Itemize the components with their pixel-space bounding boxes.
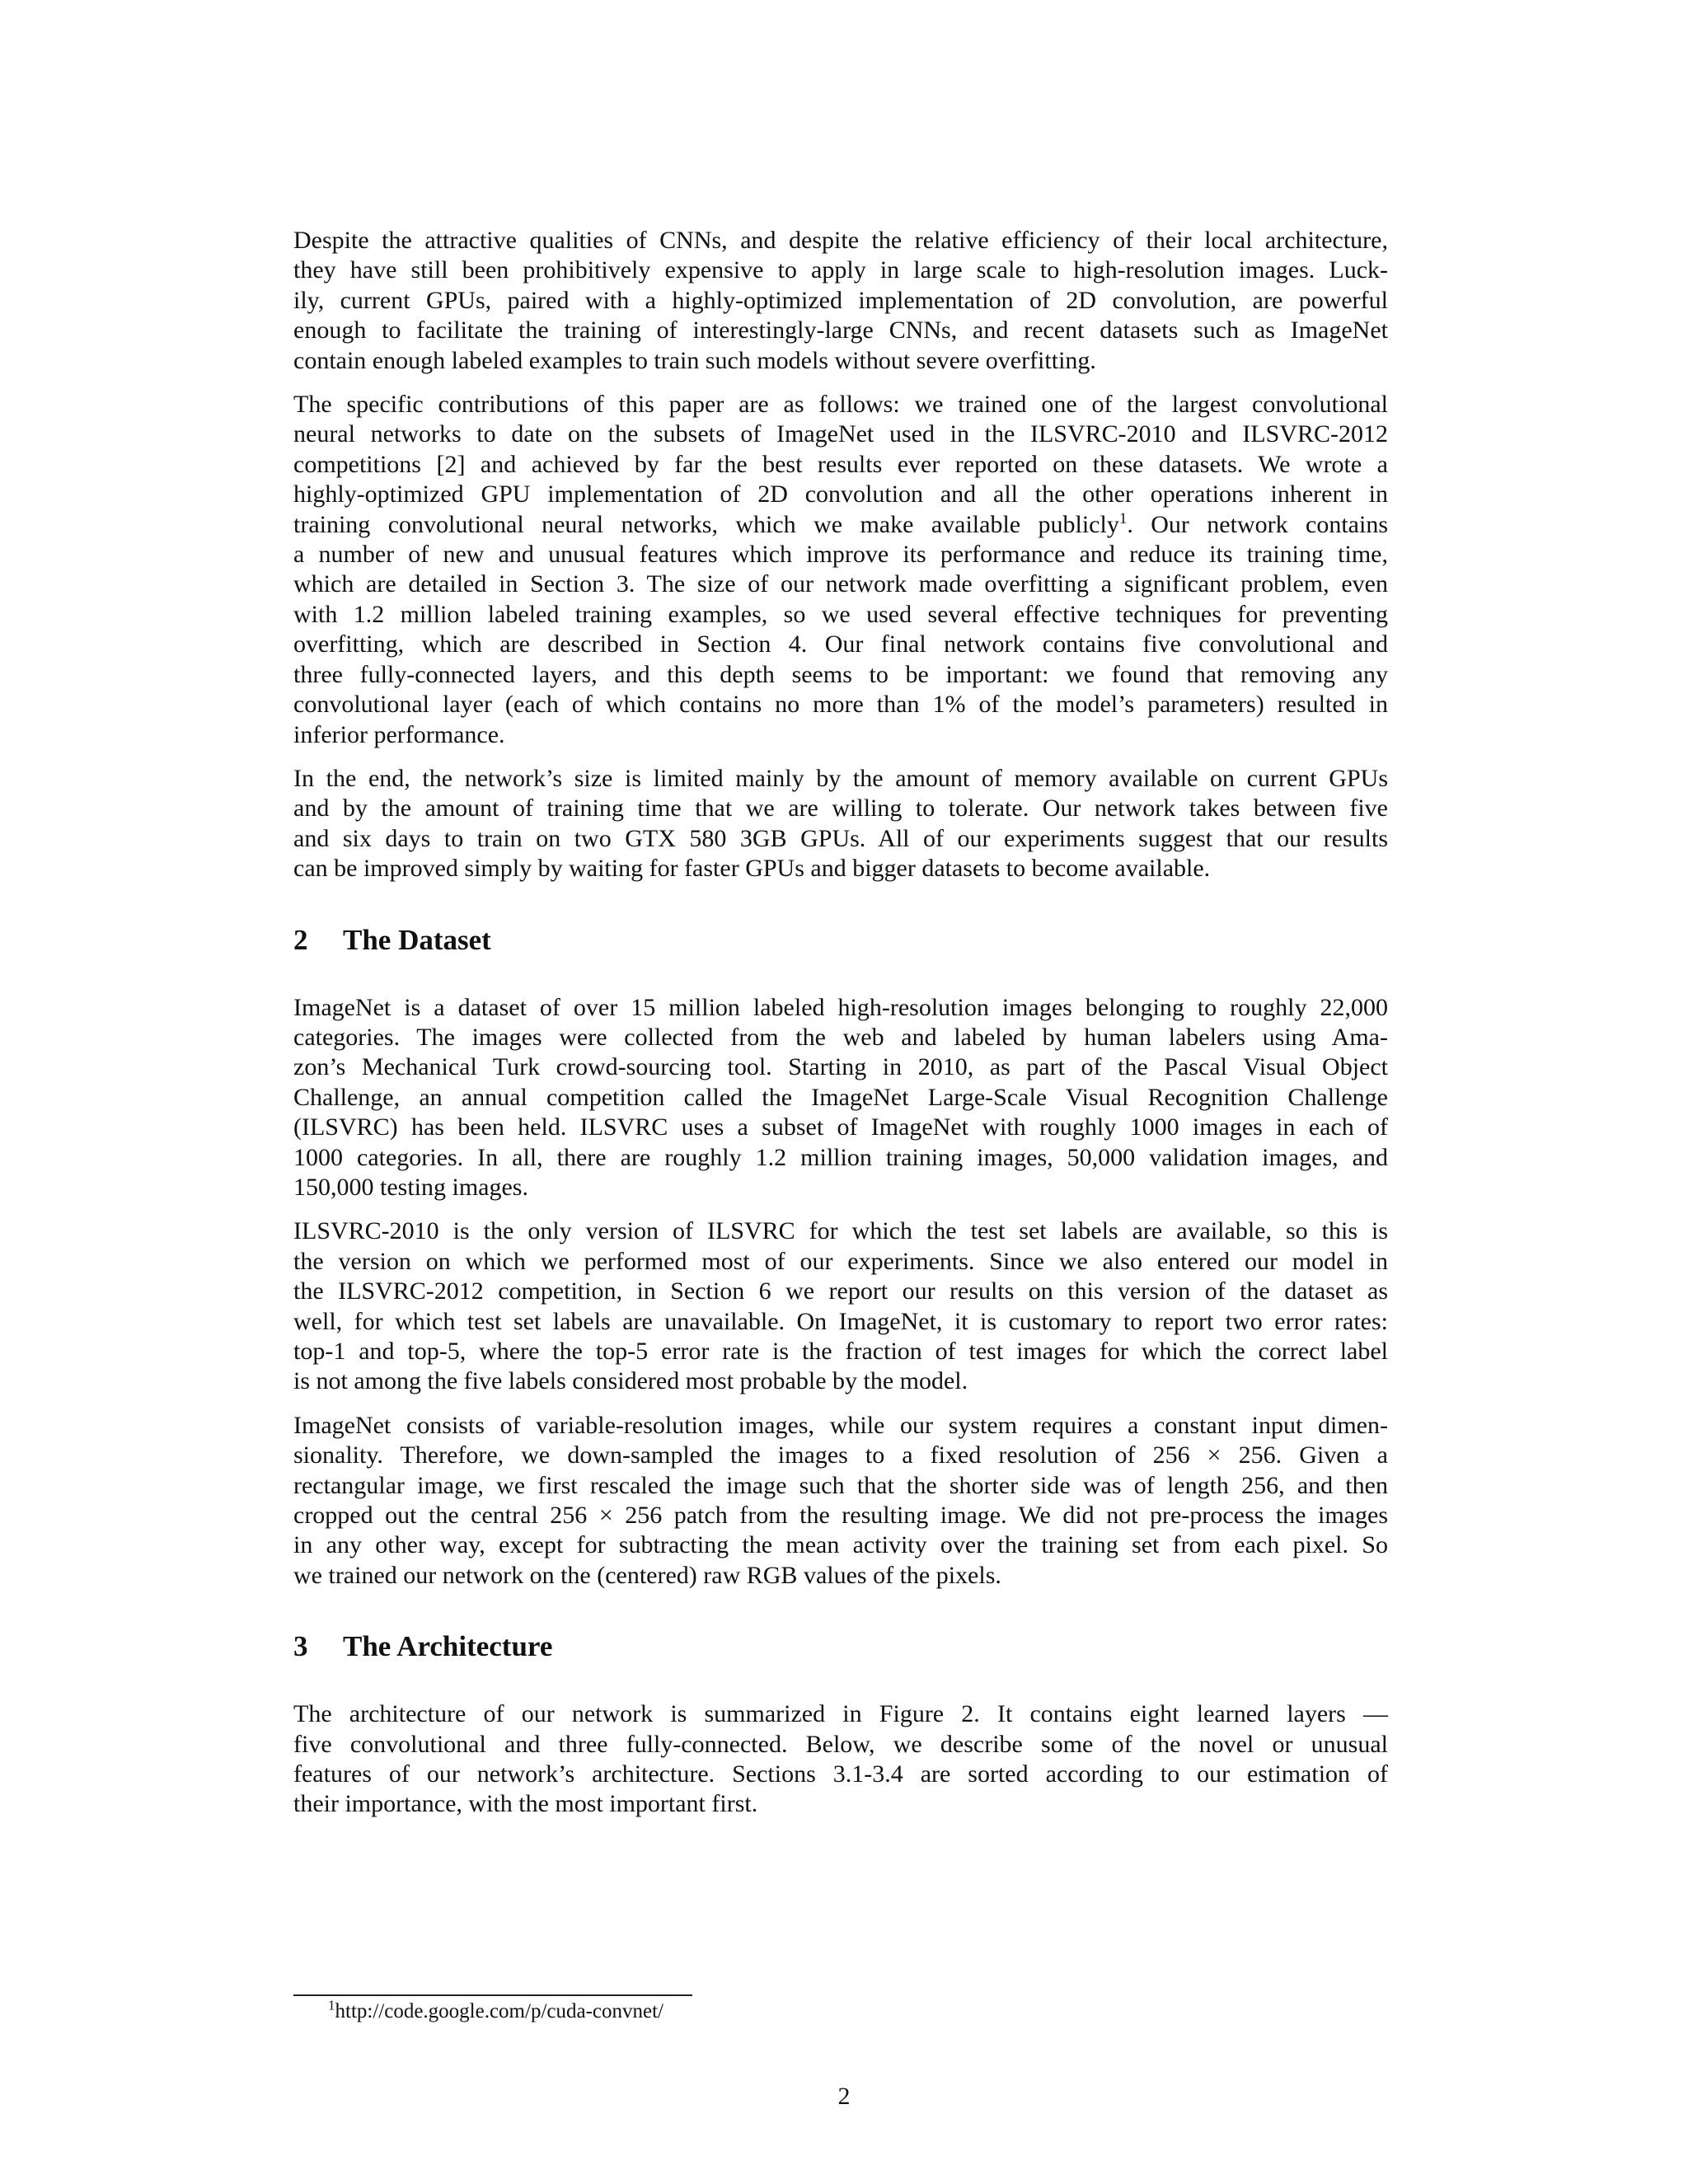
text-line: top-1 and top-5, where the top-5 error rate is the fraction of test images for which the correct label: [293, 1338, 1388, 1365]
text-line: Challenge, an annual competition called the ImageNet Large-Scale Visual Recognition Challenge: [293, 1083, 1388, 1111]
intro-paragraph-3: [293, 764, 1388, 884]
text-fragment: . Our network contains: [1127, 510, 1388, 538]
section-heading-architecture: [293, 1630, 1388, 1663]
text-line: with 1.2 million labeled training examples, so we used several effective techniques for preventing: [293, 600, 1388, 628]
text-line: enough to facilitate the training of interestingly-large CNNs, and recent datasets such as ImageNet: [293, 316, 1388, 344]
text-line: zon’s Mechanical Turk crowd-sourcing tool. Starting in 2010, as part of the Pascal Visual Object: [293, 1053, 1388, 1081]
footnote-marker: 1: [328, 1997, 335, 2013]
text-line: (ILSVRC) has been held. ILSVRC uses a subset of ImageNet with roughly 1000 images in each of: [293, 1113, 1388, 1141]
text-line: which are detailed in Section 3. The size of our network made overfitting a significant problem, even: [293, 570, 1388, 598]
text-line: convolutional layer (each of which contains no more than 1% of the model’s parameters) resulted in: [293, 691, 1388, 719]
architecture-paragraph-1: [293, 1699, 1388, 1820]
text-line: rectangular image, we first rescaled the image such that the shorter side was of length 256, and then: [293, 1471, 1388, 1499]
text-line: we trained our network on the (centered) raw RGB values of the pixels.: [293, 1561, 1001, 1589]
text-line: in any other way, except for subtracting the mean activity over the training set from each pixel. So: [293, 1531, 1388, 1559]
text-line: features of our network’s architecture. Sections 3.1-3.4 are sorted according to our estimation of: [293, 1760, 1388, 1788]
text-line: highly-optimized GPU implementation of 2D convolution and all the other operations inherent in: [293, 480, 1388, 509]
text-line: overfitting, which are described in Section 4. Our final network contains five convolutional and: [293, 630, 1388, 658]
text-line: 1000 categories. In all, there are roughly 1.2 million training images, 50,000 validation images, and: [293, 1143, 1388, 1171]
section-title: The Dataset: [343, 923, 491, 956]
text-line: the version on which we performed most of our experiments. Since we also entered our model in: [293, 1247, 1388, 1275]
text-fragment: training convolutional neural networks, which we make available publicly: [293, 510, 1119, 538]
text-line: contain enough labeled examples to train such models without severe overfitting.: [293, 346, 1096, 374]
text-line: and six days to train on two GTX 580 3GB GPUs. All of our experiments suggest that our results: [293, 824, 1388, 852]
text-line: the ILSVRC-2012 competition, in Section 6 we report our results on this version of the dataset as: [293, 1277, 1388, 1305]
text-line: five convolutional and three fully-connected. Below, we describe some of the novel or unusual: [293, 1730, 1388, 1758]
text-line: 150,000 testing images.: [293, 1173, 528, 1201]
text-line: ILSVRC-2010 is the only version of ILSVRC for which the test set labels are available, so this is: [293, 1217, 1388, 1245]
footnote-divider: [293, 1994, 692, 1996]
text-line: a number of new and unusual features which improve its performance and reduce its training time,: [293, 541, 1388, 569]
text-line: ImageNet consists of variable-resolution images, while our system requires a constant input dimen-: [293, 1411, 1388, 1439]
text-line: cropped out the central 256 × 256 patch from the resulting image. We did not pre-process the images: [293, 1502, 1388, 1530]
dataset-paragraph-2: [293, 1216, 1388, 1396]
section-title: The Architecture: [343, 1630, 553, 1663]
intro-paragraph-2: [293, 390, 1388, 750]
text-line: three fully-connected layers, and this depth seems to be important: we found that removing any: [293, 660, 1388, 688]
text-line: well, for which test set labels are unavailable. On ImageNet, it is customary to report two error rates:: [293, 1307, 1388, 1335]
text-line: neural networks to date on the subsets of ImageNet used in the ILSVRC-2010 and ILSVRC-2012: [293, 420, 1388, 448]
text-line: competitions [2] and achieved by far the best results ever reported on these datasets. We wrote a: [293, 450, 1388, 478]
text-line: ImageNet is a dataset of over 15 million labeled high-resolution images belonging to roughly 22,000: [293, 993, 1388, 1021]
paper-page: [293, 226, 1388, 1834]
text-line: their importance, with the most important first.: [293, 1790, 758, 1818]
text-line-with-footnote: [293, 510, 1388, 540]
text-line: sionality. Therefore, we down-sampled the images to a fixed resolution of 256 × 256. Given a: [293, 1441, 1388, 1469]
footnote-marker[interactable]: 1: [1118, 509, 1128, 527]
section-number: 2: [293, 923, 308, 956]
section-heading-dataset: [293, 924, 1388, 957]
footnote-link[interactable]: http://code.google.com/p/cuda-convnet/: [335, 2000, 663, 2022]
section-number: 3: [293, 1630, 308, 1663]
text-line: The architecture of our network is summarized in Figure 2. It contains eight learned layers —: [293, 1700, 1388, 1728]
footnote: [328, 1999, 663, 2024]
dataset-paragraph-1: [293, 993, 1388, 1203]
text-line: inferior performance.: [293, 720, 505, 748]
text-line: and by the amount of training time that we are willing to tolerate. Our network takes between five: [293, 794, 1388, 823]
text-line: can be improved simply by waiting for faster GPUs and bigger datasets to become available.: [293, 855, 1211, 883]
text-line: Despite the attractive qualities of CNNs, and despite the relative efficiency of their local architecture,: [293, 227, 1388, 254]
text-line: categories. The images were collected from the web and labeled by human labelers using Ama-: [293, 1023, 1388, 1051]
intro-paragraph-1: [293, 226, 1388, 376]
text-line: ily, current GPUs, paired with a highly-optimized implementation of 2D convolution, are powerful: [293, 286, 1388, 314]
text-line: The specific contributions of this paper are as follows: we trained one of the largest convolutional: [293, 391, 1388, 419]
text-line: is not among the five labels considered most probable by the model.: [293, 1367, 968, 1395]
dataset-paragraph-3: [293, 1411, 1388, 1591]
text-line: In the end, the network’s size is limited mainly by the amount of memory available on current GPUs: [293, 764, 1388, 792]
text-line: they have still been prohibitively expensive to apply in large scale to high-resolution images. Luck-: [293, 256, 1388, 284]
page-number: 2: [837, 2083, 851, 2110]
